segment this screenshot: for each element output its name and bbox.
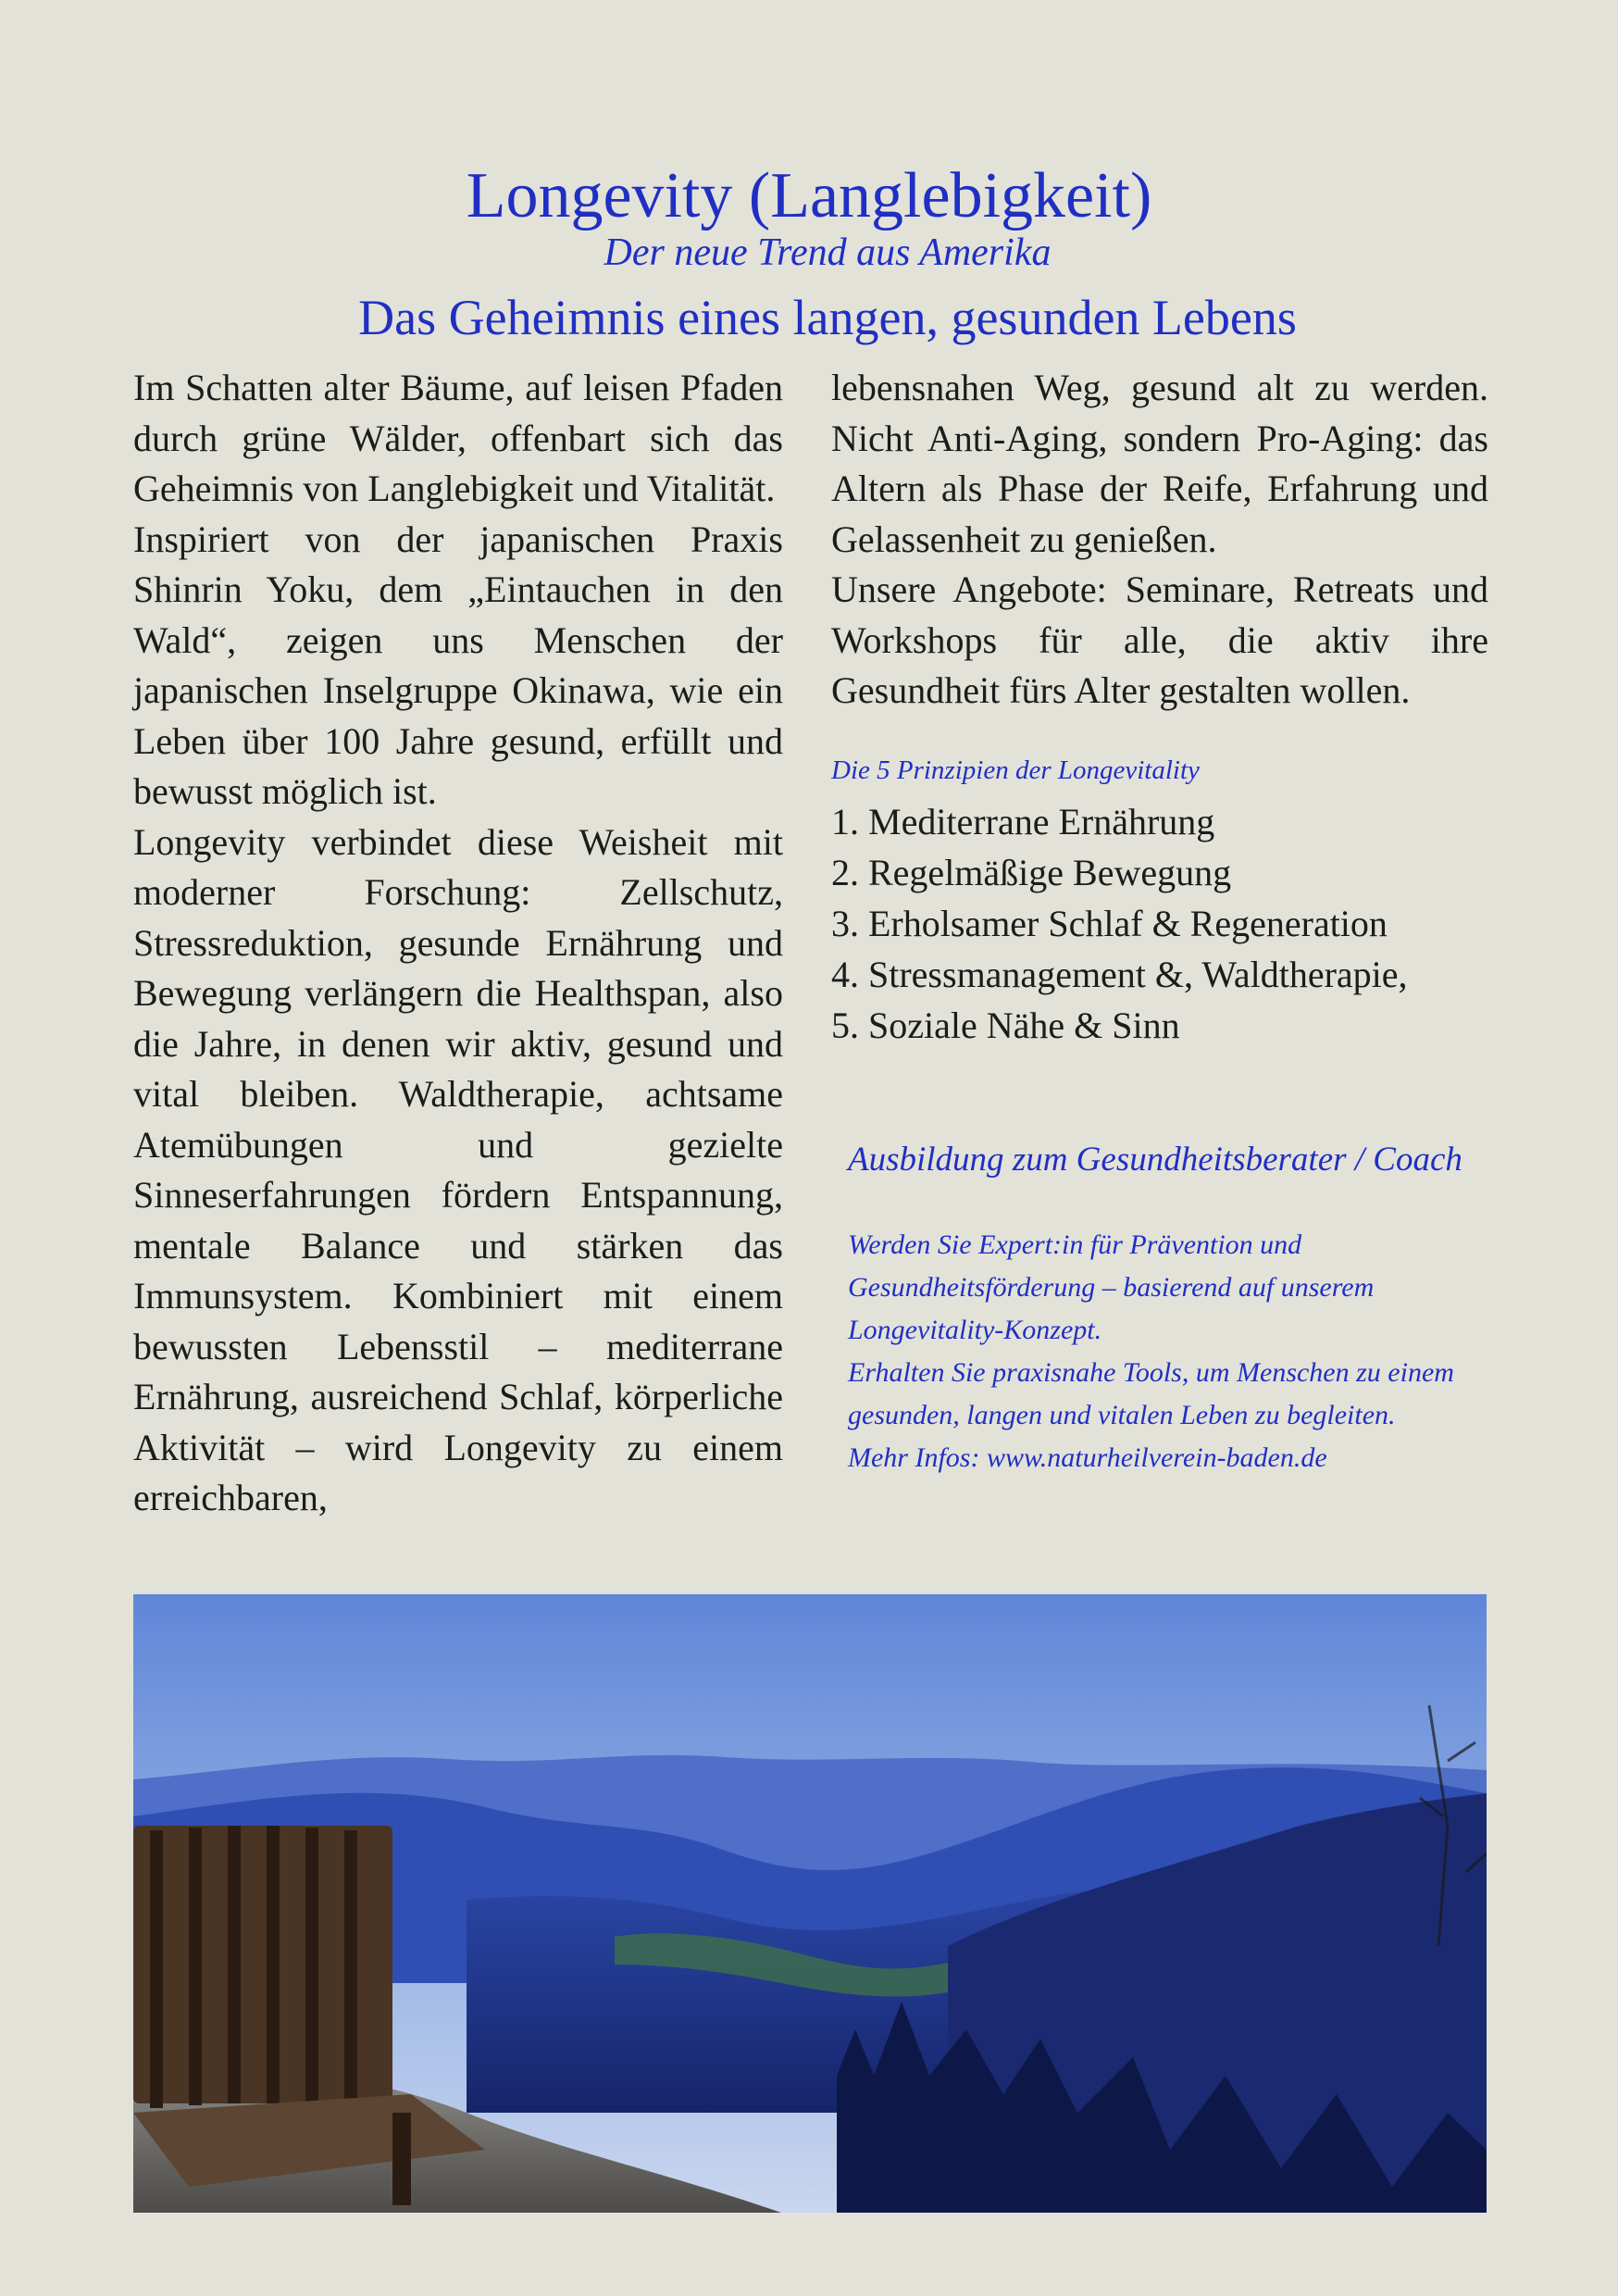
right-column [831,363,1488,717]
landscape-photo [133,1594,1487,2213]
page-title: Longevity (Langlebigkeit) [466,160,1152,231]
page-subtitle: Der neue Trend aus Amerika [604,231,1052,274]
bench-slat [228,1826,241,2103]
coach-website-link[interactable]: Mehr Infos: www.naturheilverein-baden.de [848,1442,1327,1473]
coach-paragraph-2: Erhalten Sie praxisnahe Tools, um Menschen zu einem gesunden, langen und vitalen Leben zu begleiten. [848,1357,1454,1430]
principles-list [831,796,1488,1051]
left-column [133,363,783,1524]
principle-item: 1. Mediterrane Ernährung [831,801,1215,842]
bench-slat [344,1830,357,2108]
coach-heading: Ausbildung zum Gesundheitsberater / Coach [848,1141,1462,1179]
principles-heading: Die 5 Prinzipien der Longevitality [831,755,1200,785]
left-paragraph-2: Inspiriert von der japanischen Praxis Shinrin Yoku, dem „Eintauchen in den Wald“, zeigen uns Menschen der japanischen Inselgruppe Okinawa, wie ein Leben über 100 Jahre gesund, erfüllt und bewusst möglich ist. [133,518,783,812]
principle-item: 2. Regelmäßige Bewegung [831,852,1232,893]
principle-item: 3. Erholsamer Schlaf & Regeneration [831,903,1388,944]
principle-item: 5. Soziale Nähe & Sinn [831,1004,1180,1046]
bench-slat [189,1828,202,2105]
right-paragraph-1: lebensnahen Weg, gesund alt zu werden. Nicht Anti-Aging, sondern Pro-Aging: das Altern als Phase der Reife, Erfahrung und Gelassenheit zu genießen. [831,367,1488,560]
left-paragraph-3: Longevity verbindet diese Weisheit mit moderner Forschung: Zellschutz, Stressreduktion, gesunde Ernährung und Bewegung verlängern die Healthspan, also die Jahre, in denen wir aktiv, gesund und vital bleiben. Waldtherapie, achtsame Atemübungen und gezielte Sinneserfahrungen fördern Entspannung, mentale Balance und stärken das Immunsystem. Kombiniert mit einem bewussten Lebensstil – mediterrane Ernährung, ausreichend Schlaf, körperliche Aktivität – wird Longevity zu einem erreichbaren, [133,820,783,1518]
bench-slat [150,1830,163,2108]
bench-slat [267,1826,280,2103]
coach-text [848,1224,1496,1479]
principle-item: 4. Stressmanagement &, Waldtherapie, [831,954,1408,995]
bench-slat [305,1828,318,2105]
left-paragraph-1: Im Schatten alter Bäume, auf leisen Pfaden durch grüne Wälder, offenbart sich das Geheimnis von Langlebigkeit und Vitalität. [133,367,783,509]
coach-paragraph-1: Werden Sie Expert:in für Prävention und Gesundheitsförderung – basierend auf unserem Longevitality-Konzept. [848,1229,1375,1345]
right-paragraph-2: Unsere Angebote: Seminare, Retreats und Workshops für alle, die aktiv ihre Gesundheit fürs Alter gestalten wollen. [831,568,1488,711]
landscape-illustration [133,1594,1487,2213]
bench-leg [392,2113,411,2205]
page-headline: Das Geheimnis eines langen, gesunden Lebens [358,290,1297,345]
